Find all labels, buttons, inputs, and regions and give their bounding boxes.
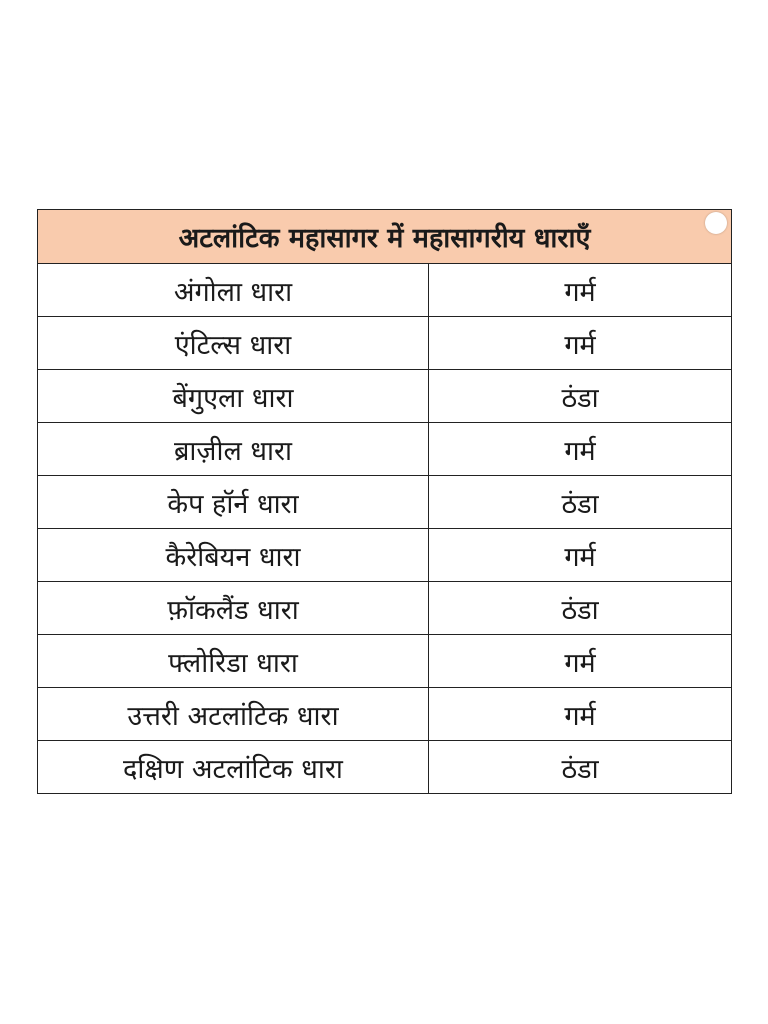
- current-name-cell: फ़ॉकलैंड धारा: [38, 582, 429, 635]
- current-type-cell: गर्म: [429, 529, 732, 582]
- table-row: [38, 317, 732, 370]
- current-name-cell: एंटिल्स धारा: [38, 317, 429, 370]
- current-type-cell: ठंडा: [429, 741, 732, 794]
- current-name-cell: फ्लोरिडा धारा: [38, 635, 429, 688]
- current-type-cell: गर्म: [429, 317, 732, 370]
- current-name-cell: ब्राज़ील धारा: [38, 423, 429, 476]
- current-type-cell: ठंडा: [429, 582, 732, 635]
- currents-table-container: [37, 209, 731, 794]
- table-title: अटलांटिक महासागर में महासागरीय धाराएँ: [38, 210, 732, 264]
- current-name-cell: दक्षिण अटलांटिक धारा: [38, 741, 429, 794]
- corner-dot-decoration: [705, 212, 727, 234]
- current-type-cell: गर्म: [429, 264, 732, 317]
- table-row: [38, 741, 732, 794]
- table-row: [38, 264, 732, 317]
- current-name-cell: अंगोला धारा: [38, 264, 429, 317]
- current-name-cell: केप हॉर्न धारा: [38, 476, 429, 529]
- table-row: [38, 423, 732, 476]
- current-type-cell: ठंडा: [429, 476, 732, 529]
- table-row: [38, 635, 732, 688]
- table-row: [38, 688, 732, 741]
- current-type-cell: गर्म: [429, 635, 732, 688]
- table-row: [38, 370, 732, 423]
- table-row: [38, 582, 732, 635]
- table-row: [38, 529, 732, 582]
- table-header-row: [38, 210, 732, 264]
- current-name-cell: बेंगुएला धारा: [38, 370, 429, 423]
- current-name-cell: कैरेबियन धारा: [38, 529, 429, 582]
- current-type-cell: गर्म: [429, 688, 732, 741]
- table-row: [38, 476, 732, 529]
- current-type-cell: गर्म: [429, 423, 732, 476]
- current-name-cell: उत्तरी अटलांटिक धारा: [38, 688, 429, 741]
- current-type-cell: ठंडा: [429, 370, 732, 423]
- ocean-currents-table: [37, 209, 732, 794]
